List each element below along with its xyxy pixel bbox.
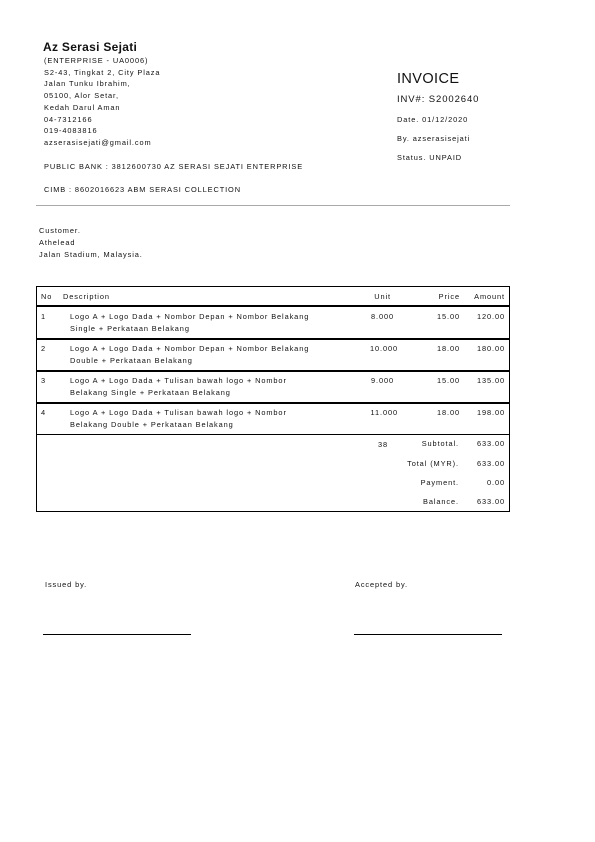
row-divider bbox=[37, 338, 509, 340]
row-divider bbox=[37, 434, 509, 435]
bank-public: PUBLIC BANK : 3812600730 AZ SERASI SEJATI ENTERPRISE bbox=[44, 162, 304, 171]
issued-by-label: Issued by. bbox=[45, 580, 88, 589]
row-description-line: Single + Perkataan Belakang bbox=[70, 323, 190, 333]
company-address-line: 05100, Alor Setar, bbox=[44, 91, 119, 101]
header-divider bbox=[36, 205, 510, 206]
total-value: 633.00 bbox=[476, 459, 505, 468]
company-address-line: (ENTERPRISE - UA0006) bbox=[44, 56, 149, 65]
invoice-title: INVOICE bbox=[397, 71, 460, 87]
company-name: Az Serasi Sejati bbox=[43, 40, 138, 54]
company-email: azserasisejati@gmail.com bbox=[44, 137, 152, 147]
accepted-by-signature-line bbox=[354, 634, 502, 635]
row-amount: 135.00 bbox=[476, 376, 505, 385]
row-divider bbox=[37, 305, 509, 307]
balance-value: 633.00 bbox=[476, 497, 505, 506]
customer-label: Customer. bbox=[39, 226, 81, 235]
row-description-line: Double + Perkataan Belakang bbox=[70, 355, 193, 365]
invoice-by: By. azserasisejati bbox=[397, 134, 471, 143]
subtotal-value: 633.00 bbox=[476, 439, 505, 448]
company-address-line: Jalan Tunku Ibrahim, bbox=[44, 79, 131, 89]
issued-by-signature-line bbox=[43, 634, 191, 635]
row-price: 15.00 bbox=[437, 312, 460, 321]
row-amount: 180.00 bbox=[476, 344, 505, 353]
header-no: No bbox=[41, 292, 53, 301]
header-description: Description bbox=[63, 292, 110, 301]
row-no: 2 bbox=[41, 344, 47, 353]
row-description-line: Belakang Double + Perkataan Belakang bbox=[70, 419, 234, 429]
row-description-line: Logo A + Logo Dada + Tulisan bawah logo + Nombor bbox=[70, 408, 287, 417]
customer-name: Athelead bbox=[39, 238, 76, 247]
subtotal-label: Subtotal. bbox=[421, 439, 459, 448]
row-description-line: Logo A + Logo Dada + Nombor Depan + Nombor Belakang bbox=[70, 344, 310, 353]
row-description-line: Belakang Single + Perkataan Belakang bbox=[70, 387, 231, 397]
row-no: 1 bbox=[41, 312, 47, 321]
invoice-number: INV#: S2002640 bbox=[397, 94, 480, 105]
row-unit: 8.000 bbox=[371, 312, 394, 321]
bank-cimb: CIMB : 8602016623 ABM SERASI COLLECTION bbox=[44, 185, 241, 194]
payment-value: 0.00 bbox=[487, 478, 505, 487]
row-price: 15.00 bbox=[437, 376, 460, 385]
invoice-date: Date. 01/12/2020 bbox=[397, 115, 469, 124]
customer-block bbox=[39, 225, 143, 261]
company-mobile: 019-4083816 bbox=[44, 126, 98, 136]
company-address bbox=[44, 55, 160, 149]
row-price: 18.00 bbox=[437, 344, 460, 353]
company-address-line: S2-43, Tingkat 2, City Plaza bbox=[44, 67, 161, 77]
header-price: Price bbox=[438, 292, 460, 301]
customer-address: Jalan Stadium, Malaysia. bbox=[39, 250, 143, 259]
company-address-line: Kedah Darul Aman bbox=[44, 102, 121, 112]
row-no: 3 bbox=[41, 376, 47, 385]
row-divider bbox=[37, 370, 509, 372]
items-table bbox=[36, 286, 510, 512]
payment-label: Payment. bbox=[420, 478, 459, 487]
row-amount: 198.00 bbox=[476, 408, 505, 417]
header-unit: Unit bbox=[374, 292, 391, 301]
row-description-line: Logo A + Logo Dada + Nombor Depan + Nombor Belakang bbox=[70, 312, 310, 321]
invoice-status: Status. UNPAID bbox=[397, 153, 463, 162]
row-unit: 9.000 bbox=[371, 376, 394, 385]
company-phone: 04-7312166 bbox=[44, 114, 93, 124]
total-units: 38 bbox=[377, 440, 388, 449]
row-no: 4 bbox=[41, 408, 47, 417]
balance-label: Balance. bbox=[423, 497, 459, 506]
row-description-line: Logo A + Logo Dada + Tulisan bawah logo + Nombor bbox=[70, 376, 287, 385]
header-amount: Amount bbox=[474, 292, 505, 301]
row-unit: 11.000 bbox=[370, 408, 398, 417]
total-label: Total (MYR). bbox=[407, 459, 459, 468]
row-unit: 10.000 bbox=[369, 344, 398, 353]
accepted-by-label: Accepted by. bbox=[355, 580, 408, 589]
row-divider bbox=[37, 402, 509, 404]
row-price: 18.00 bbox=[437, 408, 460, 417]
row-amount: 120.00 bbox=[476, 312, 505, 321]
